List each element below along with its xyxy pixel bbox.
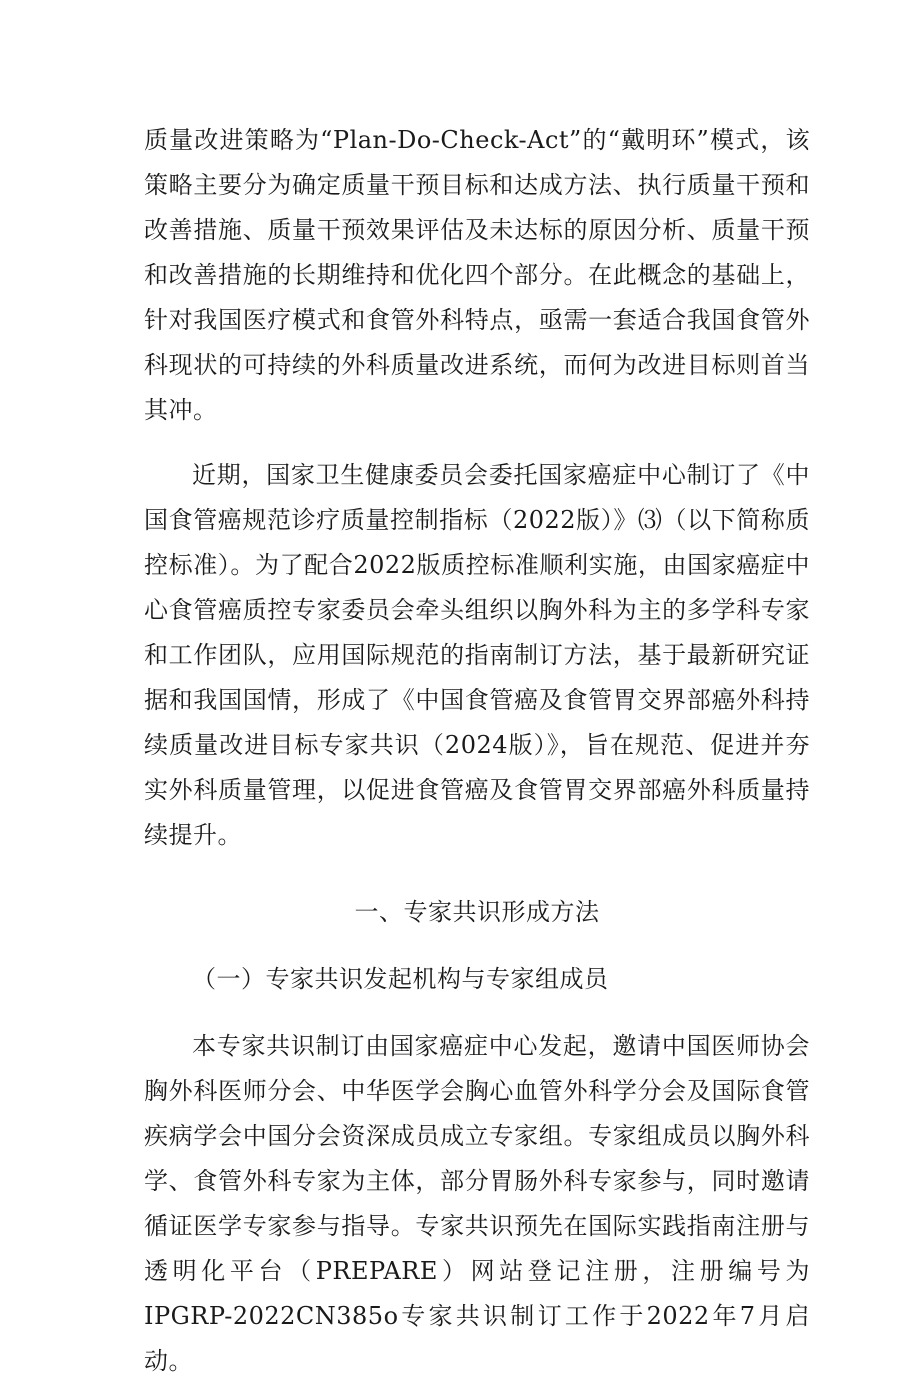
body-paragraph-2: 近期，国家卫生健康委员会委托国家癌症中心制订了《中国食管癌规范诊疗质量控制指标（2022版）》⑶（以下简称质控标准）。为了配合2022版质控标准顺利实施，由国家癌症中心食管癌质控专家委员会牵头组织以胸外科为主的多学科专家和工作团队，应用国际规范的指南制订方法，基于最新研究证据和我国国情，形成了《中国食管癌及食管胃交界部癌外科持续质量改进目标专家共识（2024版）》，旨在规范、促进并夯实外科质量管理，以促进食管癌及食管胃交界部癌外科质量持续提升。: [144, 461, 810, 849]
body-paragraph-3: 本专家共识制订由国家癌症中心发起，邀请中国医师协会胸外科医师分会、中华医学会胸心血管外科学分会及国际食管疾病学会中国分会资深成员成立专家组。专家组成员以胸外科学、食管外科专家为主体，部分胃肠外科专家参与，同时邀请循证医学专家参与指导。专家共识预先在国际实践指南注册与透明化平台（PREPARE）网站登记注册，注册编号为IPGRP-2022CN385o专家共识制订工作于2022年7月启动。: [144, 1032, 810, 1375]
section-heading: 一、专家共识形成方法: [354, 898, 600, 926]
body-paragraph-1: 质量改进策略为“Plan-Do-Check-Act”的“戴明环”模式，该策略主要分为确定质量干预目标和达成方法、执行质量干预和改善措施、质量干预效果评估及未达标的原因分析、质量干预和改善措施的长期维持和优化四个部分。在此概念的基础上，针对我国医疗模式和食管外科特点，亟需一套适合我国食管外科现状的可持续的外科质量改进系统，而何为改进目标则首当其冲。: [144, 126, 810, 424]
subsection-heading: （一）专家共识发起机构与专家组成员: [192, 965, 609, 993]
